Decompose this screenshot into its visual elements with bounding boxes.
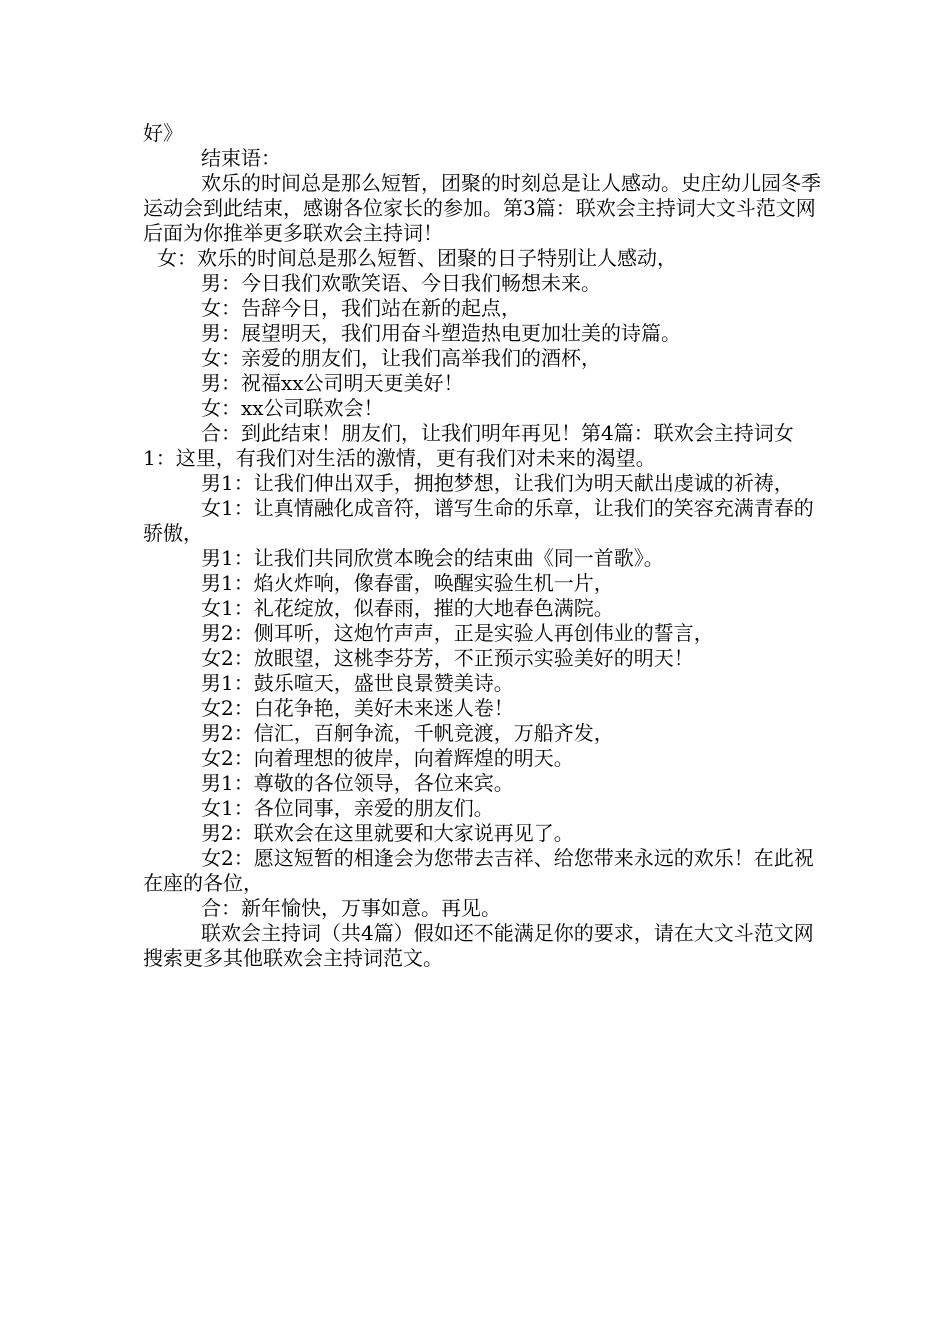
paragraph: 男2：信汇，百舸争流，千帆竞渡，万船齐发， [201, 721, 614, 745]
paragraph: 男1：尊敬的各位领导，各位来宾。 [201, 771, 514, 795]
paragraph: 合：到此结束！朋友们，让我们明年再见！第4篇：联欢会主持词女1：这里，有我们对生活的激情，更有我们对未来的渴望。 [143, 421, 794, 470]
paragraph: 男2：侧耳听，这炮竹声声，正是实验人再创伟业的誓言， [201, 621, 714, 645]
paragraph: 好》 [143, 121, 183, 145]
paragraph: 女2：白花争艳，美好未来迷人卷！ [201, 696, 514, 720]
paragraph: 男：展望明天，我们用奋斗塑造热电更加壮美的诗篇。 [201, 321, 681, 345]
paragraph: 联欢会主持词（共4篇）假如还不能满足你的要求，请在大文斗范文网搜索更多其他联欢会主持词范文。 [143, 921, 814, 970]
paragraph: 女1：让真情融化成音符，谱写生命的乐章，让我们的笑容充满青春的骄傲， [143, 496, 814, 545]
paragraph: 男：祝福xx公司明天更美好！ [201, 371, 464, 395]
document-body [143, 121, 823, 971]
paragraph: 欢乐的时间总是那么短暂，团聚的时刻总是让人感动。史庄幼儿园冬季运动会到此结束，感谢各位家长的参加。第3篇：联欢会主持词大文斗范文网后面为你推举更多联欢会主持词！ [143, 171, 821, 245]
paragraph: 男1：鼓乐喧天，盛世良景赞美诗。 [201, 671, 514, 695]
paragraph: 女1：礼花绽放，似春雨，摧的大地春色满院。 [201, 596, 614, 620]
paragraph: 女2：愿这短暂的相逢会为您带去吉祥、给您带来永远的欢乐！在此祝在座的各位， [143, 846, 814, 895]
paragraph: 男2：联欢会在这里就要和大家说再见了。 [201, 821, 574, 845]
paragraph: 男1：焰火炸响，像春雷，唤醒实验生机一片， [201, 571, 614, 595]
paragraph: 女2：放眼望，这桃李芬芳，不正预示实验美好的明天！ [201, 646, 694, 670]
paragraph: 女：欢乐的时间总是那么短暂、团聚的日子特别让人感动， [157, 246, 677, 270]
paragraph: 男1：让我们伸出双手，拥抱梦想，让我们为明天献出虔诚的祈祷， [201, 471, 794, 495]
paragraph: 女：亲爱的朋友们，让我们高举我们的酒杯， [201, 346, 601, 370]
paragraph: 女1：各位同事，亲爱的朋友们。 [201, 796, 494, 820]
paragraph: 男：今日我们欢歌笑语、今日我们畅想未来。 [201, 271, 601, 295]
paragraph: 女2：向着理想的彼岸，向着辉煌的明天。 [201, 746, 574, 770]
paragraph: 合：新年愉快，万事如意。再见。 [201, 896, 501, 920]
paragraph: 女：xx公司联欢会！ [201, 396, 384, 420]
paragraph: 女：告辞今日，我们站在新的起点， [201, 296, 521, 320]
paragraph: 结束语： [201, 146, 281, 170]
paragraph: 男1：让我们共同欣赏本晚会的结束曲《同一首歌》。 [201, 546, 664, 570]
